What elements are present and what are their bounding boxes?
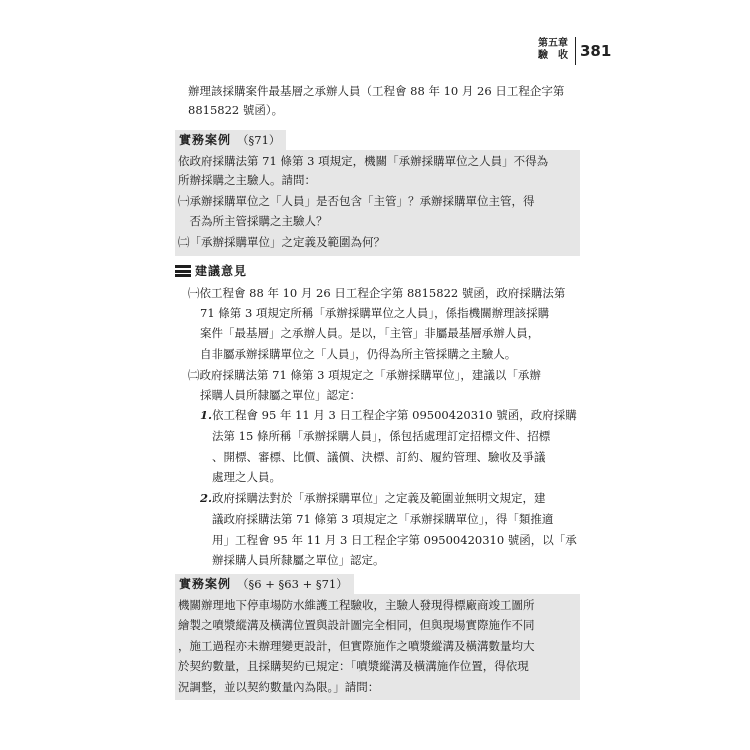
case-line: ，施工過程亦未辦理變更設計，但實際施作之噴漿縱溝及橫溝數量均大 bbox=[178, 639, 535, 653]
item-line: 依工程會 95 年 11 月 3 日工程企字第 09500420310 號函，政府採購 bbox=[212, 408, 577, 422]
item-line: 用」工程會 95 年 11 月 3 日工程企字第 09500420310 號函，以「承 bbox=[212, 533, 577, 547]
opinion-line: 案件「最基層」之承辦人員。是以，「主管」非屬最基層承辦人員， bbox=[200, 326, 540, 340]
item-line: 議政府採購法第 71 條第 3 項規定之「承辦採購單位」，得「類推適 bbox=[212, 512, 554, 526]
case-line: 機關辦理地下停車場防水維護工程驗收，主驗人發現得標廠商竣工圖所 bbox=[178, 598, 535, 612]
opinion-line: 71 條第 3 項規定所稱「承辦採購單位之人員」，係指機關辦理該採購 bbox=[200, 306, 550, 320]
case-reference: （§6 + §63 + §71） bbox=[237, 577, 348, 591]
case-line: ㈠承辦採購單位之「人員」是否包含「主管」？承辦採購單位主管，得 bbox=[178, 194, 535, 208]
item-line: 法第 15 條所稱「承辦採購人員」，係包括處理訂定招標文件、招標 bbox=[212, 429, 551, 443]
case-line: 所辦採購之主驗人。請問： bbox=[178, 173, 316, 187]
case-title bbox=[175, 130, 286, 150]
opinion-line: 採購人員所隸屬之單位」認定： bbox=[200, 388, 361, 402]
case-line: ㈡「承辦採購單位」之定義及範圍為何？ bbox=[178, 235, 385, 249]
case-label: 實務案例 bbox=[179, 577, 232, 591]
case-label: 實務案例 bbox=[179, 133, 232, 147]
item-line: 辦採購人員所隸屬之單位」認定。 bbox=[212, 553, 385, 567]
case-title bbox=[175, 574, 354, 594]
chapter-heading bbox=[532, 38, 574, 62]
item-line: 、開標、審標、比價、議價、決標、訂約、履約管理、驗收及爭議 bbox=[212, 450, 546, 464]
case-line: 依政府採購法第 71 條第 3 項規定，機關「承辦採購單位之人員」不得為 bbox=[178, 154, 549, 168]
case-line: 否為所主管採購之主驗人？ bbox=[178, 214, 328, 228]
case-line: 況調整，並以契約數量內為限。」請問： bbox=[178, 680, 380, 694]
chapter-number: 第五章 bbox=[538, 38, 568, 49]
opinion-line: 自非屬承辦採購單位之「人員」，仍得為所主管採購之主驗人。 bbox=[200, 347, 517, 361]
item-number: 1. bbox=[200, 408, 213, 422]
header-divider bbox=[575, 37, 576, 65]
item-line: 政府採購法對於「承辦採購單位」之定義及範圍並無明文規定，建 bbox=[212, 491, 546, 505]
chapter-title: 驗 收 bbox=[538, 50, 568, 61]
opinion-line: ㈠依工程會 88 年 10 月 26 日工程企字第 8815822 號函，政府採購法第 bbox=[188, 286, 566, 300]
opinion-title: 建議意見 bbox=[195, 264, 248, 278]
case-line: 於契約數量，且採購契約已規定：「噴漿縱溝及橫溝施作位置，得依現 bbox=[178, 659, 529, 673]
intro-line: 8815822 號函）。 bbox=[188, 103, 284, 117]
item-line: 處理之人員。 bbox=[212, 470, 281, 484]
intro-line: 辦理該採購案件最基層之承辦人員（工程會 88 年 10 月 26 日工程企字第 bbox=[188, 84, 565, 98]
item-number: 2. bbox=[200, 491, 213, 505]
case-reference: （§71） bbox=[237, 133, 281, 147]
case-line: 繪製之噴漿縱溝及橫溝位置與設計圖完全相同，但與現場實際施作不同 bbox=[178, 618, 535, 632]
list-icon bbox=[175, 265, 191, 277]
opinion-line: ㈡政府採購法第 71 條第 3 項規定之「承辦採購單位」，建議以「承辦 bbox=[188, 368, 541, 382]
page-number: 381 bbox=[580, 42, 612, 60]
